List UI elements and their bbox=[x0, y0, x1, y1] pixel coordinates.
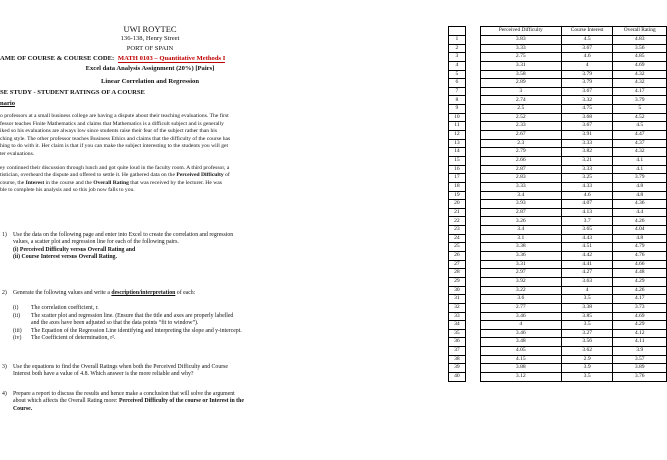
table-cell: 4.04 bbox=[613, 226, 667, 235]
table-row bbox=[449, 200, 667, 209]
table-cell: 3.46 bbox=[480, 329, 561, 338]
row-index: 35 bbox=[449, 329, 466, 338]
q2-item: (iv) The Coefficient of determination, r². bbox=[13, 335, 116, 342]
row-index: 27 bbox=[449, 260, 466, 269]
row-index: 10 bbox=[449, 113, 466, 122]
table-cell: 3.1 bbox=[480, 234, 561, 243]
table-cell: 4.32 bbox=[613, 79, 667, 88]
table-cell: 4.1 bbox=[613, 156, 667, 165]
address-line-1: 136-138, Henry Street bbox=[120, 35, 180, 42]
table-cell: 3.88 bbox=[480, 364, 561, 373]
table-cell: 3.38 bbox=[561, 303, 613, 312]
table-row bbox=[449, 269, 667, 278]
q1-line: Use the data on the following page and enter into Excel to create the correlation and regression bbox=[13, 232, 234, 238]
row-index: 26 bbox=[449, 252, 466, 261]
q1-item: (ii) Course Interest versus Overall Rating. bbox=[13, 254, 117, 261]
table-row bbox=[449, 303, 667, 312]
row-index: 28 bbox=[449, 269, 466, 278]
table-cell: 4.26 bbox=[613, 217, 667, 226]
table-cell: 3.89 bbox=[613, 364, 667, 373]
row-index: 20 bbox=[449, 200, 466, 209]
row-index: 2 bbox=[449, 44, 466, 53]
table-cell: 3.76 bbox=[613, 372, 667, 381]
table-cell: 3.38 bbox=[480, 243, 561, 252]
q4-number: 4) bbox=[2, 391, 7, 397]
table-row bbox=[449, 355, 667, 364]
row-index: 24 bbox=[449, 234, 466, 243]
table-row bbox=[449, 122, 667, 131]
q2-item: (ii) The scatter plot and regression line. (Ensure that the title and axes are properly labelled bbox=[13, 312, 234, 319]
question-2 bbox=[2, 290, 302, 342]
assignment-title: Excel data Analysis Assignment (20%) [Pairs] bbox=[85, 65, 215, 72]
table-row bbox=[449, 252, 667, 261]
table-cell: 4.41 bbox=[561, 260, 613, 269]
row-index: 9 bbox=[449, 105, 466, 114]
row-index: 13 bbox=[449, 139, 466, 148]
table-cell: 2.77 bbox=[480, 303, 561, 312]
table-cell: 3.5 bbox=[561, 372, 613, 381]
table-row bbox=[449, 338, 667, 347]
table-row bbox=[449, 44, 667, 53]
table-cell: 3.9 bbox=[561, 364, 613, 373]
table-cell: 2.87 bbox=[480, 208, 561, 217]
table-cell: 3.82 bbox=[561, 148, 613, 157]
table-cell: 4.6 bbox=[561, 53, 613, 62]
table-row bbox=[449, 139, 667, 148]
table-row bbox=[449, 113, 667, 122]
table-cell: 4.66 bbox=[613, 260, 667, 269]
table-cell: 4.8 bbox=[613, 191, 667, 200]
scenario-line: o professors at a small business college are having a dispute about their teaching evaluations. The first bbox=[0, 113, 229, 119]
table-cell: 3.5 bbox=[561, 321, 613, 330]
table-cell: 4.69 bbox=[613, 312, 667, 321]
table-row bbox=[449, 87, 667, 96]
table-cell: 2.52 bbox=[480, 113, 561, 122]
table-cell: 3.32 bbox=[561, 96, 613, 105]
table-cell: 3.56 bbox=[613, 44, 667, 53]
q4-line: Course. bbox=[13, 405, 33, 412]
table-cell: 3.46 bbox=[480, 312, 561, 321]
table-cell: 3.4 bbox=[480, 226, 561, 235]
table-cell: 3.4 bbox=[480, 191, 561, 200]
table-cell: 3.7 bbox=[561, 217, 613, 226]
table-row bbox=[449, 156, 667, 165]
table-cell: 3.5 bbox=[561, 295, 613, 304]
table-cell: 4.47 bbox=[613, 131, 667, 140]
row-index: 8 bbox=[449, 96, 466, 105]
table-row bbox=[449, 372, 667, 381]
table-row bbox=[449, 165, 667, 174]
table-row bbox=[449, 243, 667, 252]
table-cell: 4.32 bbox=[613, 148, 667, 157]
column-header: Course Interest bbox=[561, 27, 613, 36]
table-cell: 4.12 bbox=[613, 329, 667, 338]
table-cell: 4.26 bbox=[613, 286, 667, 295]
table-cell: 3.58 bbox=[480, 70, 561, 79]
q4-line: Prepare a report to discuss the results and hence make a conclusion that will solve the argument bbox=[13, 391, 235, 397]
table-cell: 2.89 bbox=[480, 79, 561, 88]
institution-name: UWI ROYTEC bbox=[123, 24, 177, 34]
table-cell: 3.27 bbox=[561, 329, 613, 338]
column-header: Overall Rating bbox=[613, 27, 667, 36]
q2-number: 2) bbox=[2, 290, 7, 296]
row-index: 12 bbox=[449, 131, 466, 140]
row-index: 36 bbox=[449, 338, 466, 347]
scenario-line: ter evaluations. bbox=[0, 150, 35, 157]
table-cell: 5 bbox=[613, 105, 667, 114]
table-cell: 3.67 bbox=[561, 122, 613, 131]
table-cell: 3.63 bbox=[561, 277, 613, 286]
q2-lead-end: of each: bbox=[175, 290, 196, 296]
table-cell: 4.51 bbox=[561, 243, 613, 252]
row-index: 11 bbox=[449, 122, 466, 131]
table-row bbox=[449, 174, 667, 183]
row-index: 18 bbox=[449, 182, 466, 191]
table-cell: 2.33 bbox=[480, 122, 561, 131]
table-cell: 4.29 bbox=[613, 321, 667, 330]
row-index: 37 bbox=[449, 347, 466, 356]
table-cell: 3.65 bbox=[561, 226, 613, 235]
table-cell: 3.6 bbox=[480, 295, 561, 304]
table-cell: 3.21 bbox=[561, 156, 613, 165]
table-cell: 3.56 bbox=[561, 338, 613, 347]
table-cell: 2.74 bbox=[480, 96, 561, 105]
table-row bbox=[449, 105, 667, 114]
table-cell: 3.36 bbox=[480, 252, 561, 261]
course-value: MATH 0103 – Quantitative Methods I bbox=[117, 55, 226, 62]
case-study-title: SE STUDY - STUDENT RATINGS OF A COURSE bbox=[0, 89, 145, 96]
q3-line: Use the equations to find the Overall Ratings when both the Perceived Difficulty and Course bbox=[13, 364, 228, 370]
table-cell: 3.85 bbox=[561, 312, 613, 321]
scenario-line: ble to complete his analysis and so this job now falls to you. bbox=[0, 187, 135, 194]
table-cell: 3.9 bbox=[613, 347, 667, 356]
row-index: 21 bbox=[449, 208, 466, 217]
table-cell: 4.37 bbox=[613, 139, 667, 148]
scenario-text bbox=[0, 113, 230, 195]
course-line bbox=[0, 55, 225, 62]
scenario-line: course, the Interest in the course and the Overall Rating that was received by the lecturer. He was bbox=[0, 179, 222, 186]
table-row bbox=[449, 234, 667, 243]
table-cell: 4.4 bbox=[613, 208, 667, 217]
table-cell: 4.11 bbox=[613, 338, 667, 347]
table-cell: 3.67 bbox=[561, 87, 613, 96]
row-index: 19 bbox=[449, 191, 466, 200]
row-index: 22 bbox=[449, 217, 466, 226]
table-cell: 4.48 bbox=[613, 269, 667, 278]
row-index: 17 bbox=[449, 174, 466, 183]
table-cell: 4.27 bbox=[561, 269, 613, 278]
table-cell: 2.79 bbox=[480, 148, 561, 157]
row-index: 5 bbox=[449, 70, 466, 79]
table-cell: 3.79 bbox=[613, 174, 667, 183]
table-cell: 3.93 bbox=[480, 200, 561, 209]
table-cell: 4.5 bbox=[613, 122, 667, 131]
scenario-line: ey continued their discussion through lunch and got quite loud in the faculty room. A third professor, a bbox=[0, 164, 230, 171]
table-cell: 4.13 bbox=[561, 208, 613, 217]
table-cell: 3.31 bbox=[480, 61, 561, 70]
table-cell: 4.75 bbox=[561, 105, 613, 114]
table-cell: 3.83 bbox=[480, 36, 561, 45]
table-row bbox=[449, 61, 667, 70]
row-index: 30 bbox=[449, 286, 466, 295]
header bbox=[40, 24, 260, 54]
scenario-line: ching style. The other professor teaches Business Ethics and claims that the difficulty of the course has bbox=[0, 135, 231, 142]
table-cell: 4.8 bbox=[613, 234, 667, 243]
column-header: Perceived Difficulty bbox=[480, 27, 561, 36]
table-cell: 3.12 bbox=[480, 372, 561, 381]
table-row bbox=[449, 364, 667, 373]
table-cell: 4.85 bbox=[613, 53, 667, 62]
table-cell: 4 bbox=[561, 61, 613, 70]
table-cell: 3.67 bbox=[561, 44, 613, 53]
q2-item: and the axes have been adjusted so that the data points “fit to window”). bbox=[31, 320, 199, 327]
row-index: 23 bbox=[449, 226, 466, 235]
row-index: 32 bbox=[449, 303, 466, 312]
q2-lead-underlined: description/interpretation bbox=[111, 290, 176, 296]
table-row bbox=[449, 321, 667, 330]
table-cell: 3.26 bbox=[480, 217, 561, 226]
table-cell: 2.97 bbox=[480, 269, 561, 278]
table-cell: 3.33 bbox=[561, 165, 613, 174]
table-cell: 3.22 bbox=[480, 286, 561, 295]
q2-item: (i) The correlation coefficient, r. bbox=[13, 305, 99, 312]
table-cell: 3.48 bbox=[480, 338, 561, 347]
table-cell: 4.52 bbox=[613, 113, 667, 122]
q1-item: (i) Perceived Difficulty versus Overall Rating and bbox=[13, 246, 136, 253]
table-row bbox=[449, 36, 667, 45]
row-index: 16 bbox=[449, 165, 466, 174]
table-row bbox=[449, 286, 667, 295]
row-index: 4 bbox=[449, 61, 466, 70]
address-line-2: PORT OF SPAIN bbox=[126, 45, 174, 52]
table-cell: 3.92 bbox=[480, 277, 561, 286]
q3-number: 3) bbox=[2, 364, 7, 370]
table-cell: 4.1 bbox=[613, 165, 667, 174]
scenario-line: tistician, overheard the dispute and offered to settle it. He gathered data on the Perceived Difficulty of bbox=[0, 172, 230, 179]
table-cell: 3.79 bbox=[561, 79, 613, 88]
table-cell: 3.57 bbox=[613, 355, 667, 364]
table-cell: 4.07 bbox=[561, 200, 613, 209]
table-cell: 2.75 bbox=[480, 53, 561, 62]
row-index: 15 bbox=[449, 156, 466, 165]
table-row bbox=[449, 226, 667, 235]
table-cell: 3.68 bbox=[561, 113, 613, 122]
row-index: 1 bbox=[449, 36, 466, 45]
table-cell: 2.67 bbox=[480, 131, 561, 140]
table-cell: 3.79 bbox=[613, 96, 667, 105]
question-1 bbox=[2, 232, 302, 262]
row-index: 33 bbox=[449, 312, 466, 321]
table-row bbox=[449, 96, 667, 105]
table-row bbox=[449, 329, 667, 338]
row-index: 14 bbox=[449, 148, 466, 157]
table-row bbox=[449, 277, 667, 286]
table-header-row bbox=[449, 27, 667, 36]
course-label: AME OF COURSE & COURSE CODE: bbox=[0, 55, 115, 62]
table-row bbox=[449, 217, 667, 226]
table-cell: 3.33 bbox=[480, 44, 561, 53]
row-index: 31 bbox=[449, 295, 466, 304]
row-index: 38 bbox=[449, 355, 466, 364]
table-cell: 2.3 bbox=[480, 139, 561, 148]
table-cell: 4.6 bbox=[561, 191, 613, 200]
table-cell: 2.66 bbox=[480, 156, 561, 165]
table-cell: 4.76 bbox=[613, 252, 667, 261]
row-index: 34 bbox=[449, 321, 466, 330]
q4-line: about which affects the Overall Rating more: Perceived Difficulty of the course or Interest in the bbox=[13, 398, 244, 405]
table-cell: 4.8 bbox=[613, 182, 667, 191]
table-cell: 3.62 bbox=[561, 347, 613, 356]
table-cell: 3.33 bbox=[480, 182, 561, 191]
row-index: 39 bbox=[449, 364, 466, 373]
table-cell: 4.83 bbox=[613, 36, 667, 45]
q2-lead: Generate the following values and write a bbox=[13, 290, 112, 296]
scenario-heading: nario bbox=[0, 100, 16, 107]
table-cell: 4.42 bbox=[561, 252, 613, 261]
table-cell: 2.87 bbox=[480, 165, 561, 174]
table-row bbox=[449, 295, 667, 304]
table-cell: 4.17 bbox=[613, 87, 667, 96]
table-cell: 3.91 bbox=[561, 131, 613, 140]
table-row bbox=[449, 148, 667, 157]
table-cell: 3.79 bbox=[561, 70, 613, 79]
q2-item: (iii) The Equation of the Regression Line identifying and interpreting the slope and y-intercept. bbox=[13, 327, 242, 334]
table-cell: 4.43 bbox=[561, 234, 613, 243]
row-index: 29 bbox=[449, 277, 466, 286]
table-cell: 3.73 bbox=[613, 303, 667, 312]
q1-number: 1) bbox=[2, 232, 7, 238]
table-row bbox=[449, 260, 667, 269]
table-cell: 4.36 bbox=[613, 200, 667, 209]
row-index: 7 bbox=[449, 87, 466, 96]
table-cell: 4 bbox=[561, 286, 613, 295]
table-row bbox=[449, 131, 667, 140]
row-index: 40 bbox=[449, 372, 466, 381]
table-row bbox=[449, 182, 667, 191]
topic-title: Linear Correlation and Regression bbox=[101, 78, 199, 85]
ratings-table bbox=[448, 26, 667, 382]
table-cell: 4.69 bbox=[613, 61, 667, 70]
q1-line: values, a scatter plot and regression line for each of the following pairs. bbox=[13, 239, 179, 246]
table-cell: 4.79 bbox=[613, 243, 667, 252]
table-row bbox=[449, 312, 667, 321]
table-row bbox=[449, 79, 667, 88]
table-cell: 4.33 bbox=[561, 182, 613, 191]
question-4 bbox=[2, 391, 307, 413]
table-cell: 2.83 bbox=[480, 174, 561, 183]
table-cell: 4.29 bbox=[613, 277, 667, 286]
table-cell: 3 bbox=[480, 87, 561, 96]
table-cell: 4.15 bbox=[480, 355, 561, 364]
table-cell: 3.33 bbox=[561, 139, 613, 148]
table-cell: 2.5 bbox=[480, 105, 561, 114]
scenario-line: fessor teaches Finite Mathematics and claims that Mathematics is a difficult subject and is generally bbox=[0, 120, 224, 127]
table-cell: 4 bbox=[480, 321, 561, 330]
scenario-line: hing to do with it. Her claim is that if you can make the subject interesting to the students you will get bbox=[0, 143, 229, 150]
table-row bbox=[449, 70, 667, 79]
q3-line: Interest both have a value of 4.8. Which answer is the more reliable and why? bbox=[13, 371, 194, 378]
table-cell: 3.31 bbox=[480, 260, 561, 269]
row-index: 6 bbox=[449, 79, 466, 88]
table-row bbox=[449, 191, 667, 200]
row-index: 3 bbox=[449, 53, 466, 62]
table-row bbox=[449, 347, 667, 356]
table-row bbox=[449, 53, 667, 62]
question-3 bbox=[2, 364, 302, 379]
table-cell: 4.17 bbox=[613, 295, 667, 304]
table-cell: 4.5 bbox=[561, 36, 613, 45]
scenario-line: iked so his evaluations are always low since students raise their fear of the subject rather than his bbox=[0, 128, 218, 135]
index-header bbox=[449, 27, 466, 36]
table-cell: 3.25 bbox=[561, 174, 613, 183]
row-index: 25 bbox=[449, 243, 466, 252]
table-row bbox=[449, 208, 667, 217]
table-cell: 4.32 bbox=[613, 70, 667, 79]
table-cell: 2.9 bbox=[561, 355, 613, 364]
table-cell: 4.05 bbox=[480, 347, 561, 356]
